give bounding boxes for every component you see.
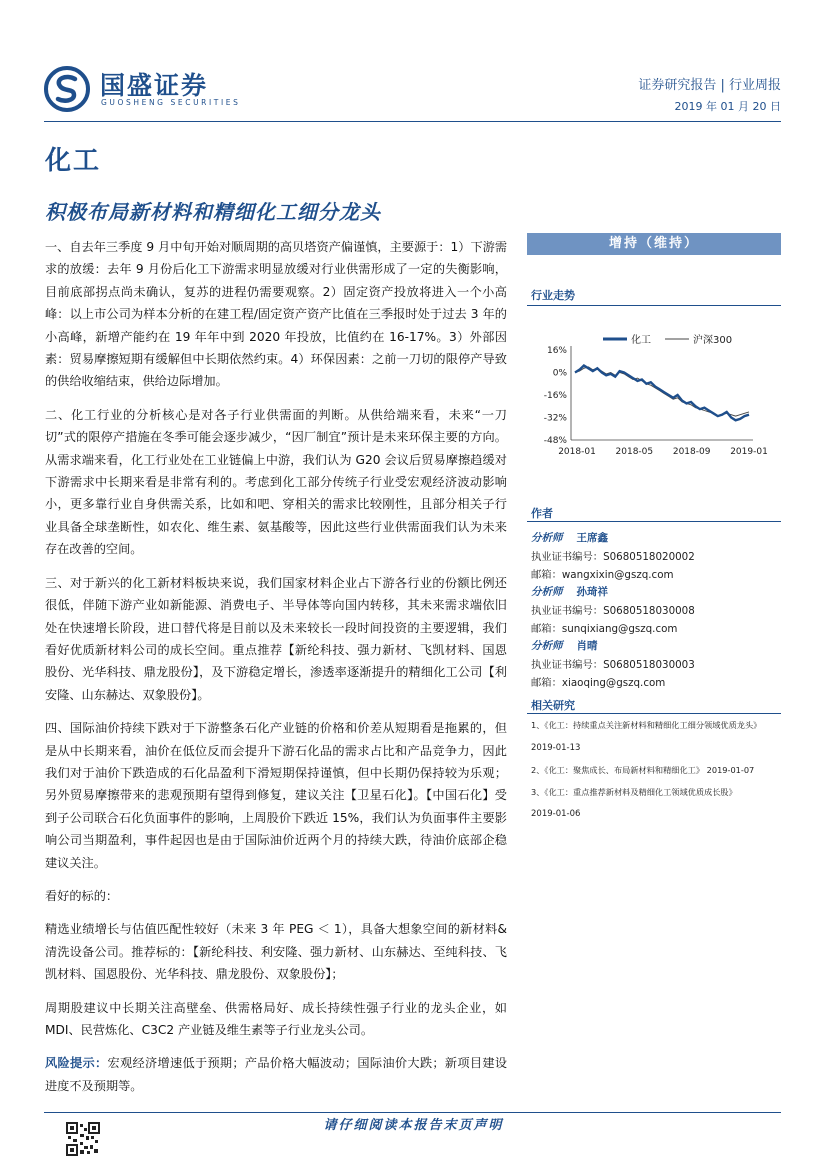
y-tick-label: 0%	[552, 368, 567, 379]
analyst-3-role: 分析师	[531, 640, 563, 652]
footer-divider	[44, 1112, 781, 1113]
analyst-2-cert: 执业证书编号：S0680518030008	[531, 605, 695, 617]
y-tick-label: -16%	[543, 391, 567, 401]
related-section-divider	[527, 713, 781, 714]
body-paragraph-7: 周期股建议中长期关注高壁垒、供需格局好、成长持续性强子行业的龙头企业，如 MDI、民营炼化、C3C2 产业链及维生素等子行业龙头公司。	[45, 1000, 507, 1037]
x-tick-label: 2018-09	[672, 447, 711, 457]
report-date: 2019 年 01 月 20 日	[674, 100, 781, 113]
analyst-3-name: 肖晴	[576, 640, 598, 652]
risk-warning	[45, 1052, 507, 1097]
report-type: 证券研究报告 | 行业周报	[638, 78, 781, 93]
related-section-title: 相关研究	[531, 699, 575, 712]
footer-disclaimer: 请仔细阅读本报告末页声明	[323, 1118, 504, 1133]
body-paragraph-3: 三、对于新兴的化工新材料板块来说，我们国家材料企业占下游各行业的份额比例还很低，伴随下游产业如新能源、消费电子、半导体等向国内转移，其未来需求端依旧处在快速增长阶段，进口替代将是目前以及未来较长一段时间投资的主要逻辑，我们看好优质新材料公司的成长空间。重点推荐【新纶科技、强力新材、飞凯材料、国恩股份、光华科技、鼎龙股份】，及下游稳定增长，渗透率逐渐提升的精细化工公司【利安隆、山东赫达、双象股份】。	[45, 575, 507, 702]
legend-label-chem: 化工	[631, 335, 651, 346]
report-body	[45, 236, 507, 1108]
related-report-2-date: 2019-01-07	[706, 765, 755, 775]
x-tick-label: 2018-05	[615, 447, 654, 457]
analyst-3-cert: 执业证书编号：S0680518030003	[531, 659, 695, 671]
analyst-2-email: 邮箱：sunqixiang@gszq.com	[531, 623, 678, 635]
report-title: 积极布局新材料和精细化工细分龙头	[45, 200, 381, 224]
related-report-2[interactable]: 2、《化工：聚焦成长、布局新材料和精细化工》	[531, 765, 705, 775]
analyst-2-name: 孙琦祥	[576, 586, 608, 598]
brand-name: 国盛证券	[100, 71, 209, 100]
body-paragraph-6: 精选业绩增长与估值匹配性较好（未来 3 年 PEG ＜ 1），具备大想象空间的新材料&清洗设备公司。推荐标的：【新纶科技、利安隆、强力新材、山东赫达、至纯科技、飞凯材料、国恩股份、光华科技、鼎龙股份、双象股份】；	[45, 922, 507, 982]
rating-badge: 增持（维持）	[527, 233, 781, 255]
body-paragraph-4: 四、国际油价持续下跌对于下游整条石化产业链的价格和价差从短期看是拖累的，但是从中长期来看，油价在低位反而会提升下游石化品的需求占比和产品竞争力，因此我们对于油价下跌造成的石化品盈利下滑短期保持谨慎，但中长期仍保持较为乐观；另外贸易摩擦带来的悲观预期有望得到修复，建议关注【卫星石化】。【中国石化】受到子公司联合石化负面事件的影响，上周股价下跌近 15%，我们认为负面事件主要影响公司当期盈利，事件起因也是由于国际油价近两个月的持续大跌，待油价底部企稳建议关注。	[45, 721, 507, 870]
qr-code-icon	[66, 1122, 100, 1156]
risk-label: 风险提示：	[45, 1056, 108, 1071]
related-report-1[interactable]: 1、《化工：持续重点关注新材料和精细化工细分领域优质龙头》	[531, 720, 762, 730]
risk-text: 宏观经济增速低于预期；产品价格大幅波动；国际油价大跌；新项目建设进度不及预期等。	[45, 1056, 508, 1093]
legend-label-hs300: 沪深300	[693, 335, 733, 346]
body-paragraph-2: 二、化工行业的分析核心是对各子行业供需面的判断。从供给端来看，未来“一刀切”式的限停产措施在冬季可能会逐步减少，“因厂制宜”预计是未来环保主要的方向。从需求端来看，化工行业处在工业链偏上中游，我们认为 G20 会议后贸易摩擦趋缓对下游需求中长期来看是非常有利的。考虑到化工部分传统子行业受宏观经济波动影响小，更多靠行业自身供需关系，比如和吧、穿相关的需求比较刚性，且部分相关子行业具备全球垄断性，如农化、维生素、氨基酸等，因此这些行业供需面我们认为未来存在改善的空间。	[45, 407, 507, 557]
guosheng-logo-icon	[44, 66, 90, 112]
authors-section-divider	[527, 521, 781, 522]
analyst-2-role: 分析师	[531, 586, 563, 598]
analyst-1	[531, 530, 608, 545]
related-report-3-date: 2019-01-06	[531, 809, 581, 819]
y-tick-label: -48%	[543, 436, 567, 446]
body-paragraph-1: 一、自去年三季度 9 月中旬开始对顺周期的高贝塔资产偏谨慎，主要源于：1）下游需求的放缓：去年 9 月份后化工下游需求明显放缓对行业供需形成了一定的失衡影响，目前底部拐点尚未确认，复苏的进程仍需要观察。2）固定资产投放将进入一个小高峰：以上市公司为样本分析的在建工程/固定资产资产比值在三季报时处于过去 3 年的小高峰，新增产能约在 19 年年中到 2020 年投放，比值约在 16-17%。3）外部因素：贸易摩擦短期有缓解但中长期依然约束。4）环保因素：之前一刀切的限停产导致的供给收缩结束，供给边际增加。	[45, 240, 508, 389]
trend-section-divider	[527, 305, 781, 306]
related-report-3[interactable]: 3、《化工：重点推荐新材料及精细化工领域优质成长股》	[531, 787, 737, 797]
analyst-1-role: 分析师	[531, 532, 563, 544]
x-tick-label: 2019-01	[730, 447, 768, 457]
analyst-2	[531, 584, 608, 599]
series-line-chem	[575, 366, 749, 421]
body-paragraph-5: 看好的标的：	[45, 888, 119, 903]
related-report-1-date: 2019-01-13	[531, 743, 581, 753]
trend-section-title: 行业走势	[531, 289, 575, 302]
x-tick-label: 2018-01	[558, 447, 596, 457]
header-divider	[44, 121, 781, 122]
analyst-1-cert: 执业证书编号：S0680518020002	[531, 551, 695, 563]
analyst-3-email: 邮箱：xiaoqing@gszq.com	[531, 677, 666, 689]
analyst-1-email: 邮箱：wangxixin@gszq.com	[531, 569, 674, 581]
analyst-1-name: 王席鑫	[576, 532, 608, 544]
brand-name-en: GUOSHENG SECURITIES	[101, 98, 241, 107]
authors-section-title: 作者	[531, 507, 553, 520]
industry-trend-chart	[527, 322, 781, 464]
y-tick-label: -32%	[543, 413, 567, 424]
analyst-3	[531, 638, 598, 653]
related-report-2-line[interactable]	[531, 765, 754, 776]
industry-title: 化工	[45, 146, 102, 176]
y-tick-label: 16%	[546, 346, 567, 356]
